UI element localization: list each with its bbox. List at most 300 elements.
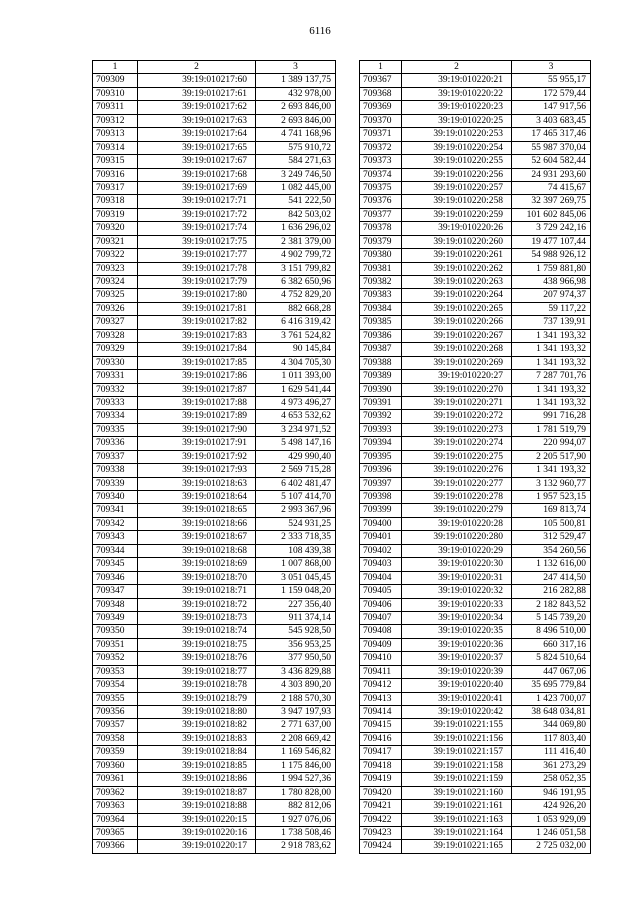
cadastral-value: 105 500,81: [512, 517, 591, 530]
cadastral-number: 39:19:010220:275: [402, 450, 512, 463]
cadastral-number: 39:19:010218:74: [138, 625, 256, 638]
table-row: [93, 356, 336, 369]
cadastral-number: 39:19:010218:84: [138, 746, 256, 759]
cadastral-value: 377 950,50: [256, 652, 336, 665]
cadastral-value: 111 416,40: [512, 746, 591, 759]
column-header-value: 3: [512, 61, 591, 74]
cadastral-value: 344 069,80: [512, 719, 591, 732]
cadastral-number: 39:19:010220:254: [402, 141, 512, 154]
cadastral-value: 55 955,17: [512, 74, 591, 87]
cadastral-number: 39:19:010220:16: [138, 826, 256, 839]
cadastral-value: 5 107 414,70: [256, 491, 336, 504]
row-number: 709344: [93, 544, 138, 557]
cadastral-value: 991 716,28: [512, 410, 591, 423]
right-table: [359, 60, 591, 854]
cadastral-value: 6 402 481,47: [256, 477, 336, 490]
row-number: 709410: [360, 652, 402, 665]
cadastral-value: 1 011 393,00: [256, 370, 336, 383]
row-number: 709374: [360, 168, 402, 181]
cadastral-number: 39:19:010218:68: [138, 544, 256, 557]
table-row: [360, 181, 591, 194]
cadastral-number: 39:19:010217:63: [138, 114, 256, 127]
row-number: 709413: [360, 692, 402, 705]
cadastral-value: 1 759 881,80: [512, 262, 591, 275]
table-row: [360, 477, 591, 490]
table-row: [360, 168, 591, 181]
table-row: [360, 101, 591, 114]
row-number: 709340: [93, 491, 138, 504]
row-number: 709321: [93, 235, 138, 248]
cadastral-value: 911 374,14: [256, 611, 336, 624]
cadastral-value: 3 761 524,82: [256, 329, 336, 342]
cadastral-value: 5 498 147,16: [256, 437, 336, 450]
cadastral-number: 39:19:010217:86: [138, 370, 256, 383]
row-number: 709345: [93, 558, 138, 571]
cadastral-value: 882 812,06: [256, 800, 336, 813]
table-row: [93, 652, 336, 665]
cadastral-number: 39:19:010220:260: [402, 235, 512, 248]
cadastral-value: 17 465 317,46: [512, 128, 591, 141]
cadastral-value: 4 303 890,20: [256, 679, 336, 692]
row-number: 709383: [360, 289, 402, 302]
cadastral-number: 39:19:010220:37: [402, 652, 512, 665]
row-number: 709352: [93, 652, 138, 665]
cadastral-number: 39:19:010220:268: [402, 343, 512, 356]
cadastral-number: 39:19:010218:80: [138, 706, 256, 719]
column-header-value: 3: [256, 61, 336, 74]
table-row: [93, 262, 336, 275]
row-number: 709339: [93, 477, 138, 490]
table-row: [93, 128, 336, 141]
cadastral-number: 39:19:010221:156: [402, 732, 512, 745]
row-number: 709397: [360, 477, 402, 490]
cadastral-number: 39:19:010218:76: [138, 652, 256, 665]
row-number: 709423: [360, 826, 402, 839]
table-row: [93, 181, 336, 194]
cadastral-number: 39:19:010220:25: [402, 114, 512, 127]
cadastral-value: 117 803,40: [512, 732, 591, 745]
table-row: [93, 289, 336, 302]
cadastral-number: 39:19:010220:266: [402, 316, 512, 329]
cadastral-number: 39:19:010218:86: [138, 773, 256, 786]
cadastral-number: 39:19:010218:65: [138, 504, 256, 517]
cadastral-number: 39:19:010221:158: [402, 759, 512, 772]
cadastral-value: 32 397 269,75: [512, 195, 591, 208]
row-number: 709355: [93, 692, 138, 705]
cadastral-number: 39:19:010218:77: [138, 665, 256, 678]
table-row: [360, 638, 591, 651]
column-header-cadastral: 2: [402, 61, 512, 74]
cadastral-value: 35 695 779,84: [512, 679, 591, 692]
cadastral-number: 39:19:010220:31: [402, 571, 512, 584]
cadastral-value: 1 132 616,00: [512, 558, 591, 571]
cadastral-number: 39:19:010218:73: [138, 611, 256, 624]
row-number: 709361: [93, 773, 138, 786]
table-row: [93, 638, 336, 651]
row-number: 709334: [93, 410, 138, 423]
cadastral-value: 4 304 705,30: [256, 356, 336, 369]
column-header-number: 1: [93, 61, 138, 74]
cadastral-number: 39:19:010220:267: [402, 329, 512, 342]
cadastral-value: 1 341 193,32: [512, 356, 591, 369]
table-row: [360, 302, 591, 315]
table-row: [360, 114, 591, 127]
cadastral-value: 3 151 799,82: [256, 262, 336, 275]
table-row: [360, 249, 591, 262]
table-row: [93, 450, 336, 463]
table-row: [93, 786, 336, 799]
table-row: [360, 423, 591, 436]
cadastral-value: 2 205 517,90: [512, 450, 591, 463]
row-number: 709404: [360, 571, 402, 584]
cadastral-value: 575 910,72: [256, 141, 336, 154]
cadastral-number: 39:19:010220:42: [402, 706, 512, 719]
row-number: 709348: [93, 598, 138, 611]
cadastral-number: 39:19:010218:82: [138, 719, 256, 732]
table-row: [360, 732, 591, 745]
cadastral-number: 39:19:010220:39: [402, 665, 512, 678]
cadastral-value: 1 636 296,02: [256, 222, 336, 235]
row-number: 709415: [360, 719, 402, 732]
left-table: [92, 60, 336, 854]
row-number: 709394: [360, 437, 402, 450]
table-row: [93, 759, 336, 772]
row-number: 709346: [93, 571, 138, 584]
row-number: 709417: [360, 746, 402, 759]
row-number: 709342: [93, 517, 138, 530]
cadastral-value: 216 282,88: [512, 585, 591, 598]
cadastral-number: 39:19:010220:277: [402, 477, 512, 490]
table-row: [93, 840, 336, 853]
cadastral-number: 39:19:010217:68: [138, 168, 256, 181]
cadastral-value: 1 341 193,32: [512, 396, 591, 409]
table-row: [93, 74, 336, 87]
cadastral-number: 39:19:010217:90: [138, 423, 256, 436]
cadastral-value: 524 931,25: [256, 517, 336, 530]
row-number: 709377: [360, 208, 402, 221]
table-row: [360, 585, 591, 598]
table-row: [93, 302, 336, 315]
table-row: [93, 665, 336, 678]
table-row: [360, 195, 591, 208]
cadastral-value: 2 918 783,62: [256, 840, 336, 853]
cadastral-value: 74 415,67: [512, 181, 591, 194]
table-row: [360, 87, 591, 100]
cadastral-number: 39:19:010220:263: [402, 276, 512, 289]
cadastral-value: 54 988 926,12: [512, 249, 591, 262]
table-row: [360, 813, 591, 826]
table-row: [93, 571, 336, 584]
cadastral-value: 1 423 700,07: [512, 692, 591, 705]
cadastral-number: 39:19:010218:70: [138, 571, 256, 584]
row-number: 709392: [360, 410, 402, 423]
cadastral-value: 2 188 570,30: [256, 692, 336, 705]
cadastral-value: 660 317,16: [512, 638, 591, 651]
cadastral-value: 101 602 845,06: [512, 208, 591, 221]
cadastral-number: 39:19:010220:256: [402, 168, 512, 181]
cadastral-number: 39:19:010220:271: [402, 396, 512, 409]
row-number: 709388: [360, 356, 402, 369]
cadastral-value: 220 994,07: [512, 437, 591, 450]
table-row: [360, 450, 591, 463]
table-row: [360, 800, 591, 813]
row-number: 709366: [93, 840, 138, 853]
table-row: [93, 370, 336, 383]
cadastral-number: 39:19:010220:34: [402, 611, 512, 624]
cadastral-value: 3 436 829,88: [256, 665, 336, 678]
table-row: [93, 732, 336, 745]
cadastral-number: 39:19:010220:253: [402, 128, 512, 141]
row-number: 709313: [93, 128, 138, 141]
cadastral-number: 39:19:010221:157: [402, 746, 512, 759]
cadastral-number: 39:19:010218:63: [138, 477, 256, 490]
table-row: [360, 343, 591, 356]
cadastral-value: 108 439,38: [256, 544, 336, 557]
row-number: 709372: [360, 141, 402, 154]
cadastral-value: 2 208 669,42: [256, 732, 336, 745]
cadastral-number: 39:19:010217:62: [138, 101, 256, 114]
cadastral-value: 4 902 799,72: [256, 249, 336, 262]
cadastral-value: 946 191,95: [512, 786, 591, 799]
table-row: [360, 155, 591, 168]
cadastral-number: 39:19:010217:74: [138, 222, 256, 235]
row-number: 709360: [93, 759, 138, 772]
row-number: 709350: [93, 625, 138, 638]
table-row: [93, 101, 336, 114]
table-row: [93, 249, 336, 262]
table-row: [360, 706, 591, 719]
table-header-row: [360, 61, 591, 74]
row-number: 709343: [93, 531, 138, 544]
cadastral-number: 39:19:010220:21: [402, 74, 512, 87]
cadastral-number: 39:19:010217:67: [138, 155, 256, 168]
table-row: [360, 464, 591, 477]
cadastral-value: 2 725 032,00: [512, 840, 591, 853]
cadastral-value: 584 271,63: [256, 155, 336, 168]
cadastral-value: 1 007 868,00: [256, 558, 336, 571]
table-row: [93, 544, 336, 557]
table-row: [360, 665, 591, 678]
cadastral-value: 842 503,02: [256, 208, 336, 221]
cadastral-value: 7 287 701,76: [512, 370, 591, 383]
table-row: [360, 826, 591, 839]
table-row: [360, 235, 591, 248]
row-number: 709418: [360, 759, 402, 772]
left-table-body: [93, 74, 336, 853]
cadastral-number: 39:19:010218:75: [138, 638, 256, 651]
row-number: 709371: [360, 128, 402, 141]
row-number: 709421: [360, 800, 402, 813]
table-row: [93, 692, 336, 705]
row-number: 709326: [93, 302, 138, 315]
table-row: [360, 437, 591, 450]
row-number: 709411: [360, 665, 402, 678]
row-number: 709405: [360, 585, 402, 598]
row-number: 709424: [360, 840, 402, 853]
table-row: [360, 329, 591, 342]
table-header-row: [93, 61, 336, 74]
cadastral-number: 39:19:010217:65: [138, 141, 256, 154]
row-number: 709331: [93, 370, 138, 383]
cadastral-number: 39:19:010220:259: [402, 208, 512, 221]
cadastral-number: 39:19:010217:82: [138, 316, 256, 329]
cadastral-value: 3 249 746,50: [256, 168, 336, 181]
cadastral-number: 39:19:010220:280: [402, 531, 512, 544]
table-row: [93, 343, 336, 356]
cadastral-number: 39:19:010220:17: [138, 840, 256, 853]
cadastral-value: 2 333 718,35: [256, 531, 336, 544]
cadastral-number: 39:19:010221:161: [402, 800, 512, 813]
row-number: 709378: [360, 222, 402, 235]
cadastral-value: 59 117,22: [512, 302, 591, 315]
table-row: [360, 222, 591, 235]
table-row: [93, 329, 336, 342]
cadastral-number: 39:19:010217:81: [138, 302, 256, 315]
cadastral-number: 39:19:010217:89: [138, 410, 256, 423]
cadastral-number: 39:19:010220:262: [402, 262, 512, 275]
row-number: 709407: [360, 611, 402, 624]
cadastral-value: 1 994 527,36: [256, 773, 336, 786]
row-number: 709319: [93, 208, 138, 221]
page-number: 6116: [309, 25, 331, 37]
table-row: [93, 396, 336, 409]
table-row: [360, 558, 591, 571]
cadastral-value: 169 813,74: [512, 504, 591, 517]
row-number: 709406: [360, 598, 402, 611]
table-row: [360, 571, 591, 584]
table-row: [93, 679, 336, 692]
cadastral-value: 1 175 846,00: [256, 759, 336, 772]
cadastral-value: 5 145 739,20: [512, 611, 591, 624]
table-row: [360, 625, 591, 638]
row-number: 709416: [360, 732, 402, 745]
cadastral-value: 424 926,20: [512, 800, 591, 813]
cadastral-value: 4 741 168,96: [256, 128, 336, 141]
table-row: [360, 840, 591, 853]
cadastral-number: 39:19:010220:30: [402, 558, 512, 571]
table-row: [360, 383, 591, 396]
table-row: [93, 195, 336, 208]
table-row: [360, 652, 591, 665]
cadastral-value: 1 781 519,79: [512, 423, 591, 436]
cadastral-value: 882 668,28: [256, 302, 336, 315]
cadastral-number: 39:19:010220:270: [402, 383, 512, 396]
cadastral-number: 39:19:010220:264: [402, 289, 512, 302]
cadastral-number: 39:19:010217:80: [138, 289, 256, 302]
row-number: 709362: [93, 786, 138, 799]
table-row: [360, 208, 591, 221]
table-row: [93, 746, 336, 759]
row-number: 709347: [93, 585, 138, 598]
cadastral-value: 3 051 045,45: [256, 571, 336, 584]
row-number: 709401: [360, 531, 402, 544]
cadastral-value: 447 067,06: [512, 665, 591, 678]
row-number: 709389: [360, 370, 402, 383]
cadastral-number: 39:19:010220:36: [402, 638, 512, 651]
table-row: [93, 625, 336, 638]
cadastral-value: 1 780 828,00: [256, 786, 336, 799]
row-number: 709368: [360, 87, 402, 100]
row-number: 709317: [93, 181, 138, 194]
table-row: [93, 208, 336, 221]
cadastral-value: 19 477 107,44: [512, 235, 591, 248]
cadastral-value: 1 082 445,00: [256, 181, 336, 194]
row-number: 709382: [360, 276, 402, 289]
row-number: 709353: [93, 665, 138, 678]
table-row: [360, 370, 591, 383]
cadastral-number: 39:19:010217:64: [138, 128, 256, 141]
cadastral-number: 39:19:010218:79: [138, 692, 256, 705]
cadastral-number: 39:19:010220:278: [402, 491, 512, 504]
cadastral-value: 1 738 508,46: [256, 826, 336, 839]
row-number: 709337: [93, 450, 138, 463]
cadastral-number: 39:19:010217:87: [138, 383, 256, 396]
table-row: [360, 141, 591, 154]
cadastral-value: 438 966,98: [512, 276, 591, 289]
column-header-cadastral: 2: [138, 61, 256, 74]
row-number: 709310: [93, 87, 138, 100]
cadastral-value: 1 246 051,58: [512, 826, 591, 839]
row-number: 709412: [360, 679, 402, 692]
table-row: [93, 773, 336, 786]
cadastral-value: 6 382 650,96: [256, 276, 336, 289]
row-number: 709393: [360, 423, 402, 436]
cadastral-value: 4 653 532,62: [256, 410, 336, 423]
table-row: [93, 611, 336, 624]
row-number: 709403: [360, 558, 402, 571]
row-number: 709390: [360, 383, 402, 396]
row-number: 709380: [360, 249, 402, 262]
row-number: 709381: [360, 262, 402, 275]
cadastral-number: 39:19:010220:269: [402, 356, 512, 369]
table-row: [360, 74, 591, 87]
cadastral-number: 39:19:010220:272: [402, 410, 512, 423]
table-row: [360, 356, 591, 369]
cadastral-value: 3 729 242,16: [512, 222, 591, 235]
table-row: [93, 141, 336, 154]
cadastral-value: 258 052,35: [512, 773, 591, 786]
table-row: [360, 544, 591, 557]
row-number: 709328: [93, 329, 138, 342]
table-row: [93, 383, 336, 396]
row-number: 709373: [360, 155, 402, 168]
row-number: 709349: [93, 611, 138, 624]
cadastral-value: 354 260,56: [512, 544, 591, 557]
row-number: 709324: [93, 276, 138, 289]
row-number: 709398: [360, 491, 402, 504]
cadastral-value: 90 145,84: [256, 343, 336, 356]
cadastral-number: 39:19:010218:85: [138, 759, 256, 772]
cadastral-number: 39:19:010218:67: [138, 531, 256, 544]
cadastral-number: 39:19:010217:69: [138, 181, 256, 194]
cadastral-value: 1 053 929,09: [512, 813, 591, 826]
table-row: [360, 262, 591, 275]
row-number: 709420: [360, 786, 402, 799]
cadastral-number: 39:19:010220:273: [402, 423, 512, 436]
cadastral-number: 39:19:010218:87: [138, 786, 256, 799]
cadastral-number: 39:19:010220:33: [402, 598, 512, 611]
cadastral-number: 39:19:010218:69: [138, 558, 256, 571]
cadastral-number: 39:19:010220:29: [402, 544, 512, 557]
row-number: 709391: [360, 396, 402, 409]
cadastral-number: 39:19:010217:72: [138, 208, 256, 221]
cadastral-value: 2 569 715,28: [256, 464, 336, 477]
cadastral-value: 545 928,50: [256, 625, 336, 638]
row-number: 709323: [93, 262, 138, 275]
row-number: 709354: [93, 679, 138, 692]
table-row: [93, 800, 336, 813]
table-row: [93, 558, 336, 571]
